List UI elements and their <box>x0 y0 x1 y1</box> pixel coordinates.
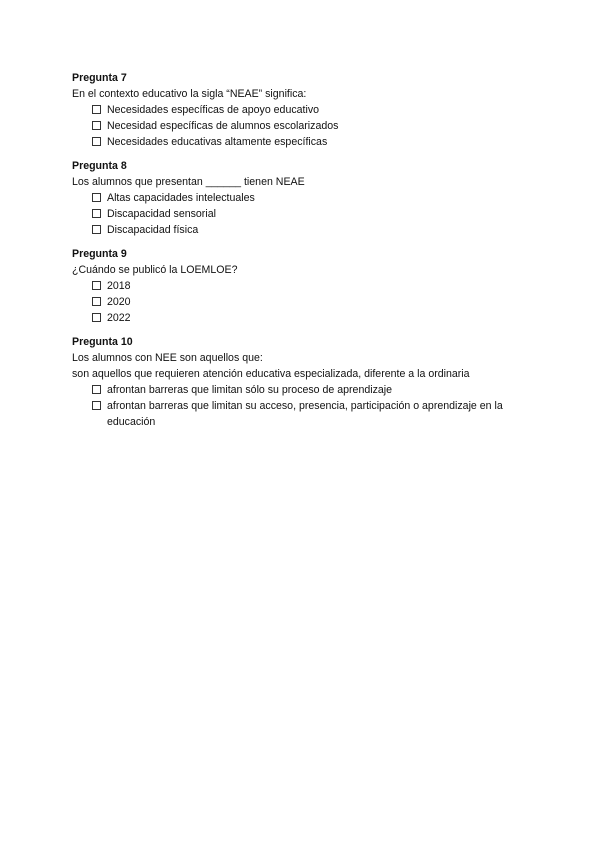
question-title: Pregunta 9 <box>72 248 127 260</box>
checkbox[interactable] <box>92 137 101 146</box>
question-text: En el contexto educativo la sigla “NEAE” significa: <box>72 88 307 100</box>
option-label: Necesidades específicas de apoyo educativo <box>107 104 320 116</box>
option-item <box>92 278 532 294</box>
options-list <box>72 190 532 238</box>
checkbox[interactable] <box>92 193 101 202</box>
option-label: 2022 <box>107 312 131 324</box>
checkbox[interactable] <box>92 313 101 322</box>
question-text-extra: son aquellos que requieren atención educativa especializada, diferente a la ordinaria <box>72 368 470 380</box>
quiz-page <box>72 70 532 438</box>
option-label: Discapacidad sensorial <box>107 208 216 220</box>
checkbox[interactable] <box>92 225 101 234</box>
option-item <box>92 190 532 206</box>
question-text: Los alumnos que presentan ______ tienen NEAE <box>72 176 305 188</box>
option-label: Necesidades educativas altamente específicas <box>107 136 328 148</box>
option-label: afrontan barreras que limitan su acceso, presencia, participación o aprendizaje en la educación <box>107 400 503 428</box>
options-list <box>72 278 532 326</box>
option-label: Necesidad específicas de alumnos escolarizados <box>107 120 339 132</box>
checkbox[interactable] <box>92 281 101 290</box>
question-text: ¿Cuándo se publicó la LOEMLOE? <box>72 264 238 276</box>
option-item <box>92 206 532 222</box>
question-title: Pregunta 10 <box>72 336 133 348</box>
option-label: Discapacidad física <box>107 224 199 236</box>
checkbox[interactable] <box>92 209 101 218</box>
option-label: 2018 <box>107 280 131 292</box>
option-item <box>92 294 532 310</box>
option-item <box>92 398 532 430</box>
question-7 <box>72 70 532 150</box>
option-item <box>92 134 532 150</box>
question-10 <box>72 334 532 430</box>
checkbox[interactable] <box>92 401 101 410</box>
checkbox[interactable] <box>92 105 101 114</box>
option-item <box>92 102 532 118</box>
checkbox[interactable] <box>92 385 101 394</box>
question-9 <box>72 246 532 326</box>
question-title: Pregunta 7 <box>72 72 127 84</box>
checkbox[interactable] <box>92 121 101 130</box>
options-list <box>72 382 532 430</box>
option-label: afrontan barreras que limitan sólo su proceso de aprendizaje <box>107 384 393 396</box>
option-item <box>92 222 532 238</box>
option-label: 2020 <box>107 296 131 308</box>
option-item <box>92 382 532 398</box>
question-text: Los alumnos con NEE son aquellos que: <box>72 352 263 364</box>
options-list <box>72 102 532 150</box>
option-item <box>92 310 532 326</box>
question-title: Pregunta 8 <box>72 160 127 172</box>
option-item <box>92 118 532 134</box>
question-8 <box>72 158 532 238</box>
checkbox[interactable] <box>92 297 101 306</box>
option-label: Altas capacidades intelectuales <box>107 192 255 204</box>
